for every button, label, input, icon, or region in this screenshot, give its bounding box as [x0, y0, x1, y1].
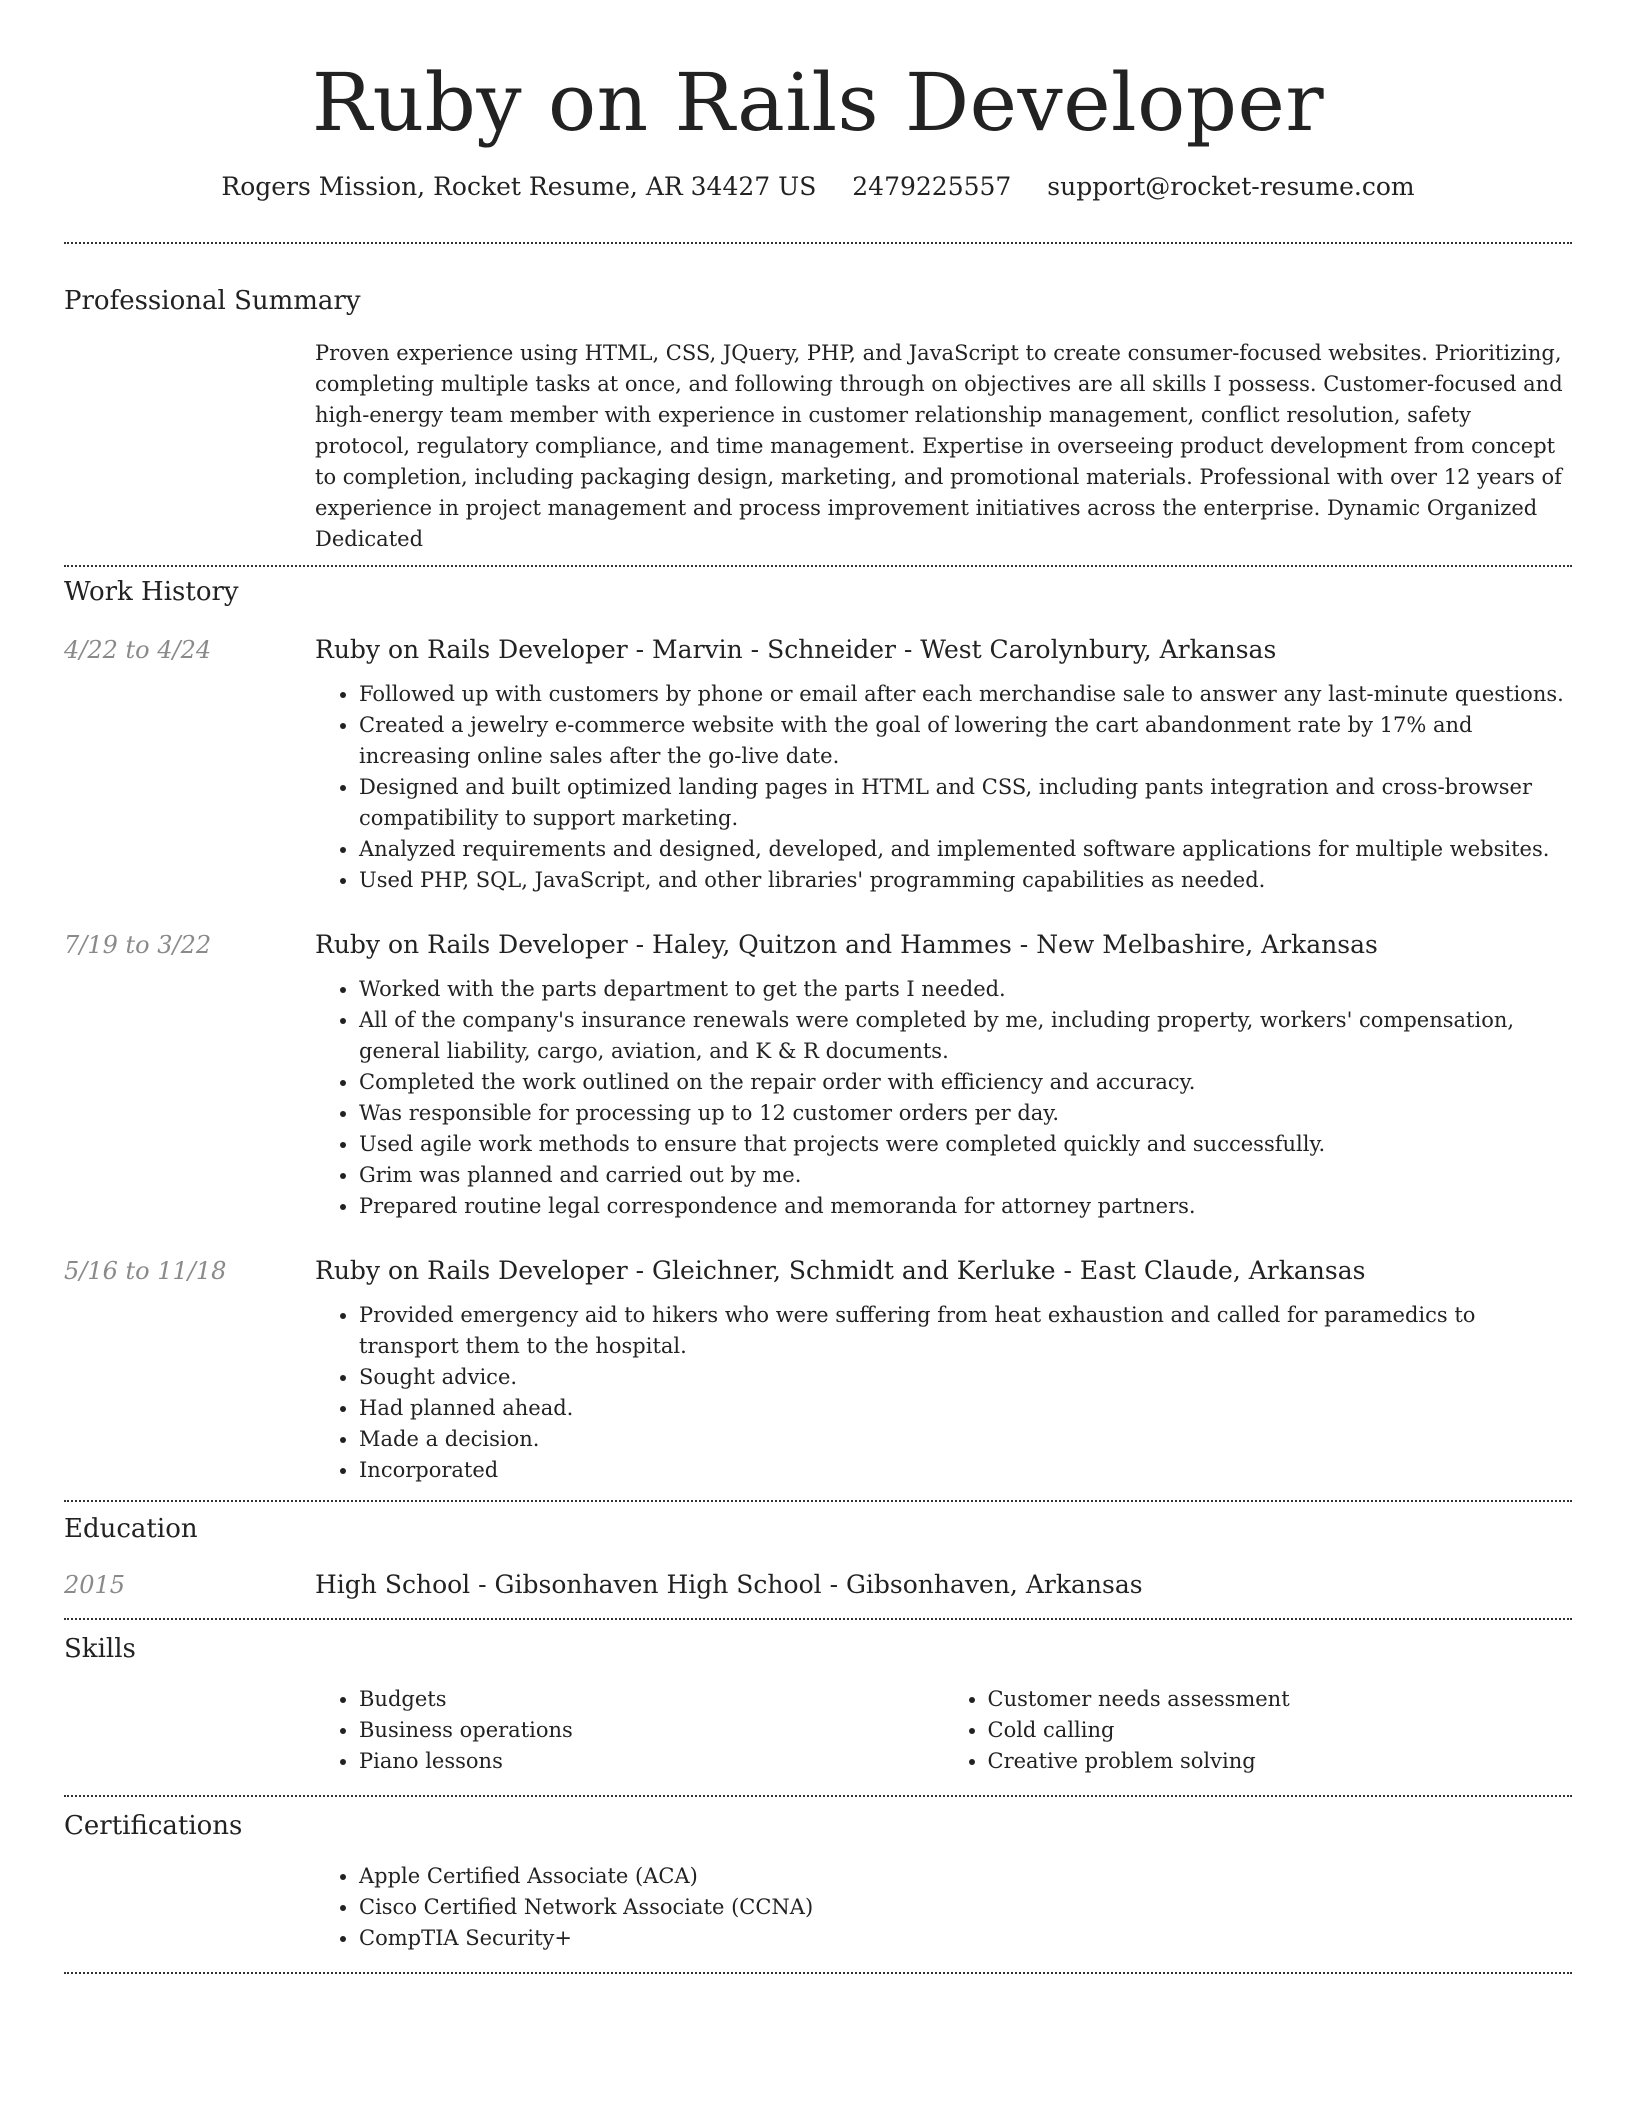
job-heading: Ruby on Rails Developer - Marvin - Schneider - West Carolynbury, Arkansas [315, 635, 1277, 664]
work-title: Work History [64, 577, 239, 607]
list-item: • Cisco Certified Network Associate (CCNA) [359, 1892, 1572, 1923]
skills-columns [315, 1684, 1572, 1777]
education-heading: High School - Gibsonhaven High School - Gibsonhaven, Arkansas [315, 1570, 1143, 1599]
resume-name: Ruby on Rails Developer [311, 56, 1325, 149]
job-entry [64, 928, 1572, 1222]
contact-line [64, 170, 1572, 204]
summary-title: Professional Summary [64, 286, 361, 316]
job-bullets [315, 974, 1572, 1222]
summary-section [64, 244, 1572, 555]
list-item: • Sought advice. [359, 1362, 1572, 1393]
contact-phone: 2479225557 [852, 172, 1012, 201]
work-section [64, 567, 1572, 1486]
list-item: • Used agile work methods to ensure that projects were completed quickly and successfully. [359, 1129, 1572, 1160]
list-item: • All of the company's insurance renewals were completed by me, including property, workers' compensation, general liability, cargo, aviation, and K & R documents. [359, 1005, 1572, 1067]
list-item: • Creative problem solving [988, 1746, 1573, 1777]
list-item: • Customer needs assessment [988, 1684, 1573, 1715]
contact-email: support@rocket-resume.com [1047, 172, 1415, 201]
job-dates: 5/16 to 11/18 [64, 1257, 227, 1285]
list-item: • CompTIA Security+ [359, 1923, 1572, 1954]
list-item: • Had planned ahead. [359, 1393, 1572, 1424]
education-year: 2015 [64, 1571, 126, 1599]
list-item: • Incorporated [359, 1455, 1572, 1486]
job-dates: 4/22 to 4/24 [64, 636, 212, 664]
education-section [64, 1502, 1572, 1602]
list-item: • Prepared routine legal correspondence and memoranda for attorney partners. [359, 1191, 1572, 1222]
skills-title: Skills [64, 1634, 136, 1664]
list-item: • Business operations [359, 1715, 944, 1746]
list-item: • Created a jewelry e-commerce website with the goal of lowering the cart abandonment rate by 17% and increasing online sales after the go-live date. [359, 710, 1572, 772]
summary-text: Proven experience using HTML, CSS, JQuery, PHP, and JavaScript to create consumer-focused websites. Prioritizing, completing multiple tasks at once, and following through on objectives are all skills I possess. Customer-focused and high-energy team member with experience in customer relationship management, conflict resolution, safety protocol, regulatory compliance, and time management. Expertise in overseeing product development from concept to completion, including packaging design, marketing, and promotional materials. Professional with over 12 years of experience in project management and process improvement initiatives across the enterprise. Dynamic Organized Dedicated [315, 341, 1563, 551]
job-dates: 7/19 to 3/22 [64, 931, 212, 959]
list-item: • Apple Certified Associate (ACA) [359, 1861, 1572, 1892]
contact-address: Rogers Mission, Rocket Resume, AR 34427 US [221, 172, 817, 201]
list-item: • Worked with the parts department to get the parts I needed. [359, 974, 1572, 1005]
list-item: • Budgets [359, 1684, 944, 1715]
education-entry [64, 1568, 1572, 1602]
certifications-list [315, 1861, 1572, 1954]
skills-list-left [315, 1684, 944, 1777]
certifications-section [64, 1797, 1572, 1954]
job-heading: Ruby on Rails Developer - Haley, Quitzon and Hammes - New Melbashire, Arkansas [315, 930, 1378, 959]
skills-section [64, 1620, 1572, 1777]
list-item: • Followed up with customers by phone or email after each merchandise sale to answer any last-minute questions. [359, 679, 1572, 710]
education-title: Education [64, 1514, 198, 1544]
resume-page [64, 0, 1572, 1974]
divider [64, 1972, 1572, 1974]
list-item: • Piano lessons [359, 1746, 944, 1777]
list-item: • Made a decision. [359, 1424, 1572, 1455]
list-item: • Completed the work outlined on the repair order with efficiency and accuracy. [359, 1067, 1572, 1098]
job-bullets [315, 1300, 1572, 1486]
job-heading: Ruby on Rails Developer - Gleichner, Schmidt and Kerluke - East Claude, Arkansas [315, 1256, 1366, 1285]
certifications-title: Certifications [64, 1811, 243, 1841]
list-item: • Cold calling [988, 1715, 1573, 1746]
job-entry [64, 1254, 1572, 1486]
job-entry [64, 633, 1572, 896]
list-item: • Designed and built optimized landing pages in HTML and CSS, including pants integration and cross-browser compatibility to support marketing. [359, 772, 1572, 834]
list-item: • Was responsible for processing up to 12 customer orders per day. [359, 1098, 1572, 1129]
list-item: • Grim was planned and carried out by me. [359, 1160, 1572, 1191]
list-item: • Analyzed requirements and designed, developed, and implemented software applications for multiple websites. [359, 834, 1572, 865]
job-bullets [315, 679, 1572, 896]
skills-list-right [944, 1684, 1573, 1777]
list-item: • Provided emergency aid to hikers who were suffering from heat exhaustion and called for paramedics to transport them to the hospital. [359, 1300, 1572, 1362]
list-item: • Used PHP, SQL, JavaScript, and other libraries' programming capabilities as needed. [359, 865, 1572, 896]
